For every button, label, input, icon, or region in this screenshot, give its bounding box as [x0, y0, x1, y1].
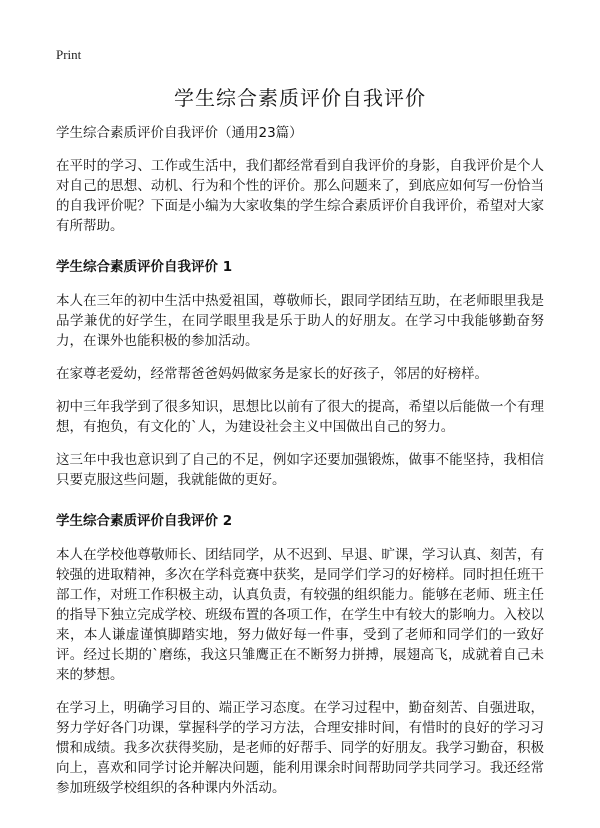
section-paragraph: 初中三年我学到了很多知识，思想比以前有了很大的提高，希望以后能做一个有理想，有抱负，有文化的`人，为建设社会主义中国做出自己的努力。: [56, 399, 544, 435]
section-paragraph: 这三年中我也意识到了自己的不足，例如字还要加强锻炼，做事不能坚持，我相信只要克服这些问题，我就能做的更好。: [56, 452, 544, 488]
document-subtitle: 学生综合素质评价自我评价（通用23篇）: [56, 125, 303, 141]
print-link[interactable]: Print: [56, 47, 82, 62]
section-paragraph: 在家尊老爱幼，经常帮爸爸妈妈做家务是家长的好孩子，邻居的好榜样。: [56, 366, 488, 382]
section-heading: 学生综合素质评价自我评价 1: [56, 259, 233, 275]
section-paragraph: 本人在学校他尊敬师长、团结同学，从不迟到、早退、旷课，学习认真、刻苦，有较强的进取精神，多次在学科竞赛中获奖，是同学们学习的好榜样。同时担任班干部工作，对班工作积极主动，认真负责，有较强的组织能力。能够在老师、班主任的指导下独立完成学校、班级布置的各项工作，在学生中有较大的影响力。入校以来，本人谦虚谨慎脚踏实地，努力做好每一件事，受到了老师和同学们的一致好评。经过长期的`磨练，我这只雏鹰正在不断努力拼搏，展翅高飞，成就着自己未来的梦想。: [56, 547, 544, 683]
section-paragraph: 本人在三年的初中生活中热爱祖国，尊敬师长，跟同学团结互助，在老师眼里我是品学兼优的好学生，在同学眼里我是乐于助人的好朋友。在学习中我能够勤奋努力，在课外也能积极的参加活动。: [56, 293, 544, 349]
document-title: 学生综合素质评价自我评价: [174, 86, 426, 110]
intro-paragraph: 在平时的学习、工作或生活中，我们都经常看到自我评价的身影，自我评价是个人对自己的思想、动机、行为和个性的评价。那么问题来了，到底应如何写一份恰当的自我评价呢？下面是小编为大家收集的学生综合素质评价自我评价，希望对大家有所帮助。: [56, 158, 544, 234]
section-paragraph: 在学习上，明确学习目的、端正学习态度。在学习过程中，勤奋刻苦、自强进取，努力学好各门功课，掌握科学的学习方法，合理安排时间，有惜时的良好的学习习惯和成绩。我多次获得奖励，是老师的好帮手、同学的好朋友。我学习勤奋，积极向上，喜欢和同学讨论并解决问题，能利用课余时间帮助同学共同学习。我还经常参加班级学校组织的各种课内外活动。: [56, 700, 544, 796]
section-heading: 学生综合素质评价自我评价 2: [56, 513, 233, 529]
